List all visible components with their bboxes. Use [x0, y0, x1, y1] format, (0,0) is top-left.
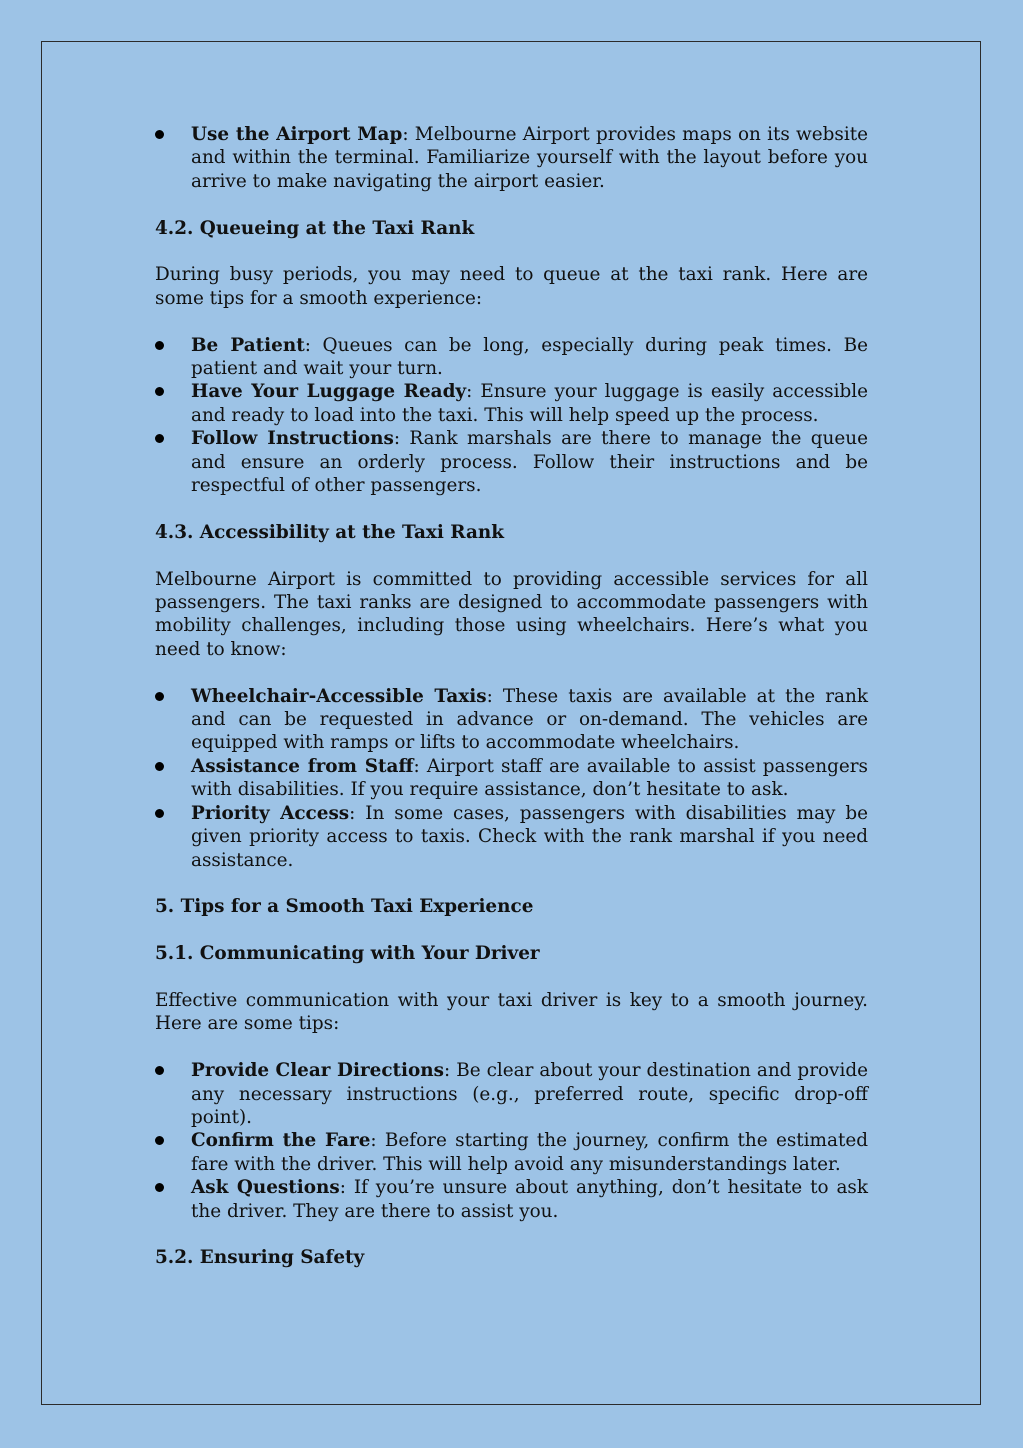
- bullet-icon: [155, 762, 164, 771]
- section-heading-5: 5. Tips for a Smooth Taxi Experience: [155, 896, 534, 918]
- list-item-text: : If you’re unsure about anything, don’t hesitate to ask the driver. They are there to assist you.: [191, 1177, 868, 1222]
- list-item: [155, 685, 868, 755]
- list-item-text: : Be clear about your destination and provide any necessary instructions (e.g., preferred route, specific drop-off point).: [191, 1060, 868, 1128]
- bullet-list-airport-map: [155, 123, 868, 193]
- bullet-list-accessibility: [155, 685, 868, 872]
- list-item: [155, 802, 868, 872]
- section-heading-4-2: 4.2. Queueing at the Taxi Rank: [155, 217, 475, 239]
- section-intro-4-3: Melbourne Airport is committed to providing accessible services for all passengers. The taxi ranks are designed to accommodate passengers with mobility challenges, including those using wheelchairs. Here’s what you need to know:: [155, 568, 868, 660]
- list-item-text: : In some cases, passengers with disabilities may be given priority access to taxis. Check with the rank marshal if you need assistance.: [191, 802, 869, 871]
- list-item: [155, 334, 868, 381]
- section-intro-5-1: Effective communication with your taxi driver is key to a smooth journey. Here are some tips:: [155, 989, 868, 1035]
- list-item-text: : Before starting the journey, confirm the estimated fare with the driver. This will help avoid any misunderstandings later.: [191, 1130, 868, 1175]
- list-item-term: Be Patient: [191, 334, 305, 356]
- list-item-text: : Melbourne Airport provides maps on its website and within the terminal. Familiarize yourself with the layout before you arrive to make navigating the airport easier.: [191, 124, 868, 192]
- list-item: [155, 1129, 868, 1176]
- list-item-term: Provide Clear Directions: [191, 1060, 445, 1082]
- list-item: [155, 427, 868, 497]
- bullet-icon: [155, 434, 164, 443]
- list-item-term: Confirm the Fare: [191, 1130, 371, 1152]
- document-body: [155, 123, 868, 1270]
- section-heading-4-3: 4.3. Accessibility at the Taxi Rank: [155, 521, 504, 543]
- bullet-icon: [155, 387, 164, 396]
- bullet-icon: [155, 692, 164, 701]
- list-item-term: Follow Instructions: [191, 428, 394, 450]
- list-item-text: : Airport staff are available to assist passengers with disabilities. If you require assistance, don’t hesitate to ask.: [191, 755, 868, 801]
- list-item-term: Assistance from Staff: [191, 755, 414, 777]
- list-item-term: Use the Airport Map: [191, 124, 403, 145]
- list-item-term: Have Your Luggage Ready: [191, 381, 467, 403]
- list-item-term: Priority Access: [191, 802, 350, 824]
- list-item: [155, 755, 868, 802]
- section-intro-4-2: During busy periods, you may need to queue at the taxi rank. Here are some tips for a smooth experience:: [155, 264, 868, 309]
- bullet-icon: [155, 809, 164, 818]
- bullet-icon: [155, 1066, 164, 1075]
- bullet-icon: [155, 130, 164, 139]
- list-item-term: Ask Questions: [191, 1177, 340, 1199]
- list-item-text: : Queues can be long, especially during peak times. Be patient and wait your turn.: [191, 334, 868, 380]
- bullet-list-driver-communication: [155, 1059, 868, 1223]
- bullet-list-queueing: [155, 334, 868, 498]
- list-item: [155, 1059, 868, 1129]
- list-item-term: Wheelchair-Accessible Taxis: [191, 685, 487, 707]
- section-heading-5-2: 5.2. Ensuring Safety: [155, 1247, 365, 1269]
- section-heading-5-1: 5.1. Communicating with Your Driver: [155, 943, 540, 965]
- list-item-text: : Ensure your luggage is easily accessible and ready to load into the taxi. This will help speed up the process.: [191, 381, 868, 426]
- list-item: [155, 123, 868, 193]
- list-item-text: : Rank marshals are there to manage the queue and ensure an orderly process. Follow their instructions and be respectful of other passengers.: [191, 428, 868, 497]
- list-item: [155, 380, 868, 427]
- list-item: [155, 1176, 868, 1223]
- bullet-icon: [155, 341, 164, 350]
- bullet-icon: [155, 1136, 164, 1145]
- list-item-text: : These taxis are available at the rank and can be requested in advance or on-demand. The vehicles are equipped with ramps or lifts to accommodate wheelchairs.: [191, 685, 869, 754]
- bullet-icon: [155, 1183, 164, 1192]
